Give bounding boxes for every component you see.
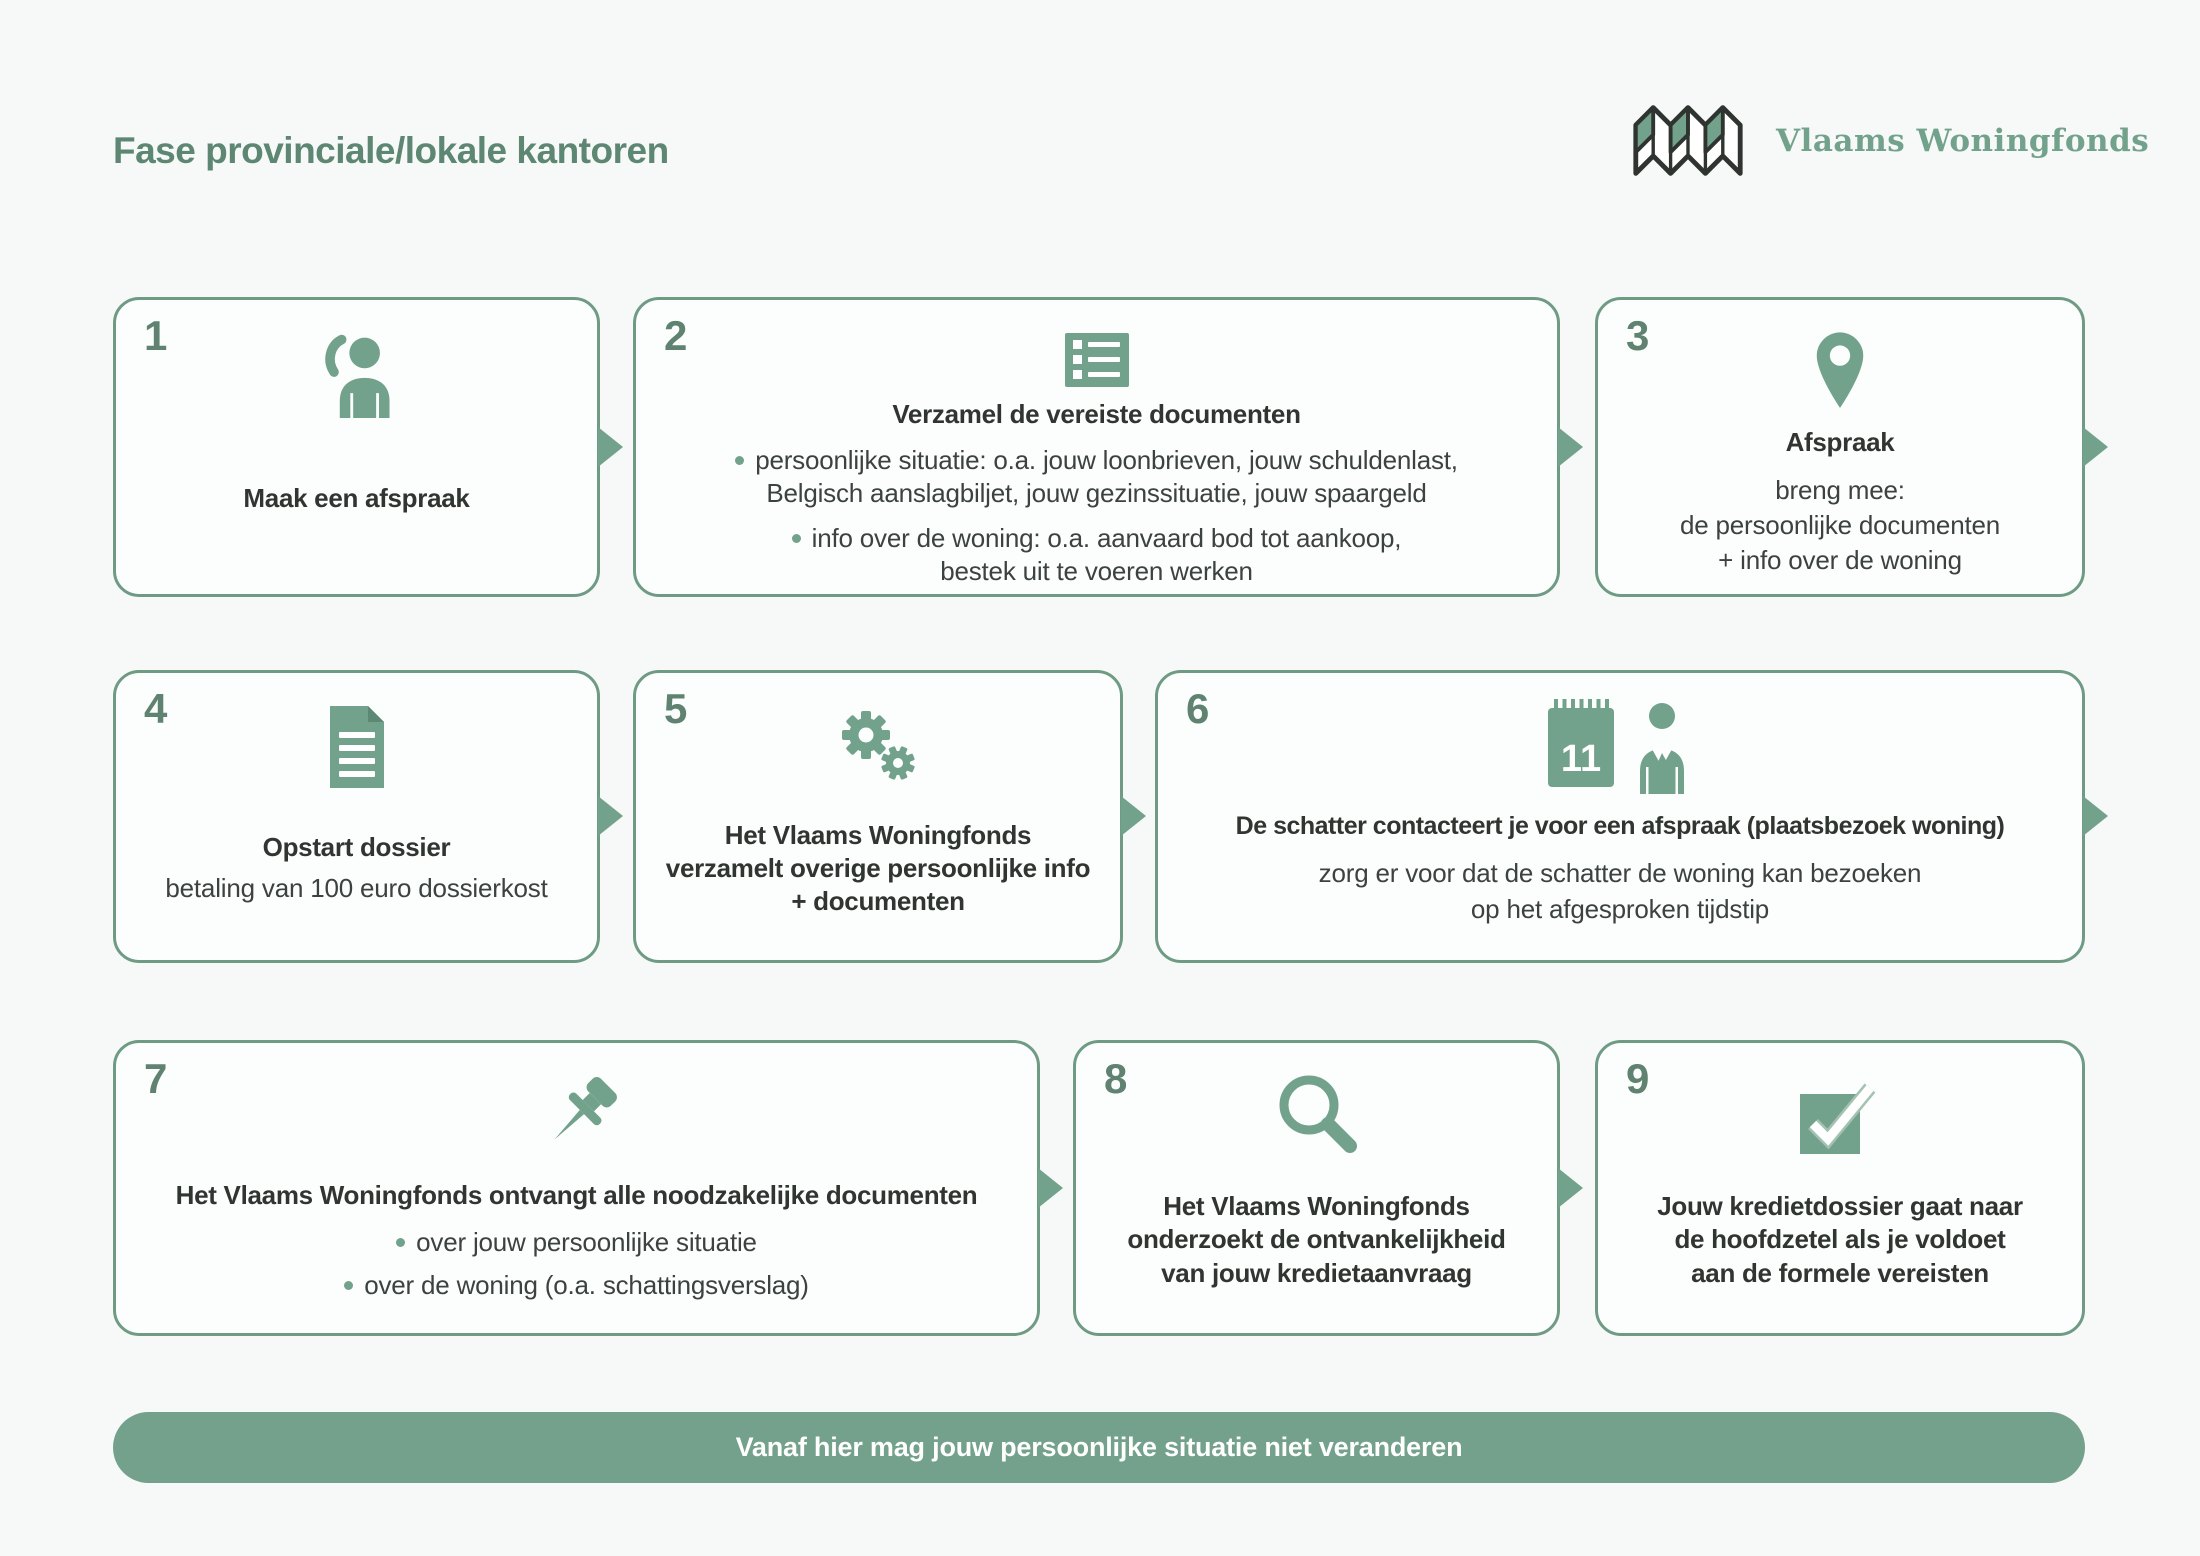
checkbox-icon	[1794, 1076, 1886, 1158]
step-title: De schatter contacteert je voor een afspraak (plaatsbezoek woning)	[1235, 812, 2005, 841]
bullet-item	[735, 523, 1458, 589]
vwf-logo-mark-icon	[1630, 96, 1746, 185]
flow-arrow	[1038, 1168, 1063, 1208]
flow-arrow	[1558, 427, 1583, 467]
step-text: de persoonlijke documenten	[1679, 510, 2001, 541]
step-box-7	[113, 1040, 1040, 1336]
step-title: van jouw kredietaanvraag	[1161, 1257, 1472, 1288]
location-pin-icon	[1809, 330, 1871, 418]
step-title: onderzoekt de ontvankelijkheid	[1127, 1224, 1506, 1255]
bullet-text-line2: bestek uit te voeren werken	[940, 556, 1253, 587]
bullet-text-line2: Belgisch aanslagbiljet, jouw gezinssituatie, jouw spaargeld	[766, 478, 1427, 509]
bottom-banner	[113, 1412, 2085, 1483]
bullet-text: persoonlijke situatie: o.a. jouw loonbrieven, jouw schuldenlast,	[755, 445, 1458, 476]
step-title: Het Vlaams Woningfonds	[1163, 1191, 1470, 1222]
bullet-dot-icon	[344, 1281, 353, 1290]
step-box-1	[113, 297, 600, 597]
step-text: zorg er voor dat de schatter de woning kan bezoeken	[1318, 858, 1922, 889]
bullet-dot-icon	[735, 456, 744, 465]
step-number: 7	[144, 1055, 168, 1102]
step-title: + documenten	[791, 886, 965, 917]
step-title: Jouw kredietdossier gaat naar	[1657, 1191, 2023, 1222]
calendar-day-label: 11	[1560, 738, 1602, 780]
magnifier-icon	[1271, 1071, 1363, 1163]
bullet-text: over jouw persoonlijke situatie	[416, 1226, 757, 1257]
flow-arrow	[1121, 796, 1146, 836]
page-title: Fase provinciale/lokale kantoren	[113, 130, 669, 171]
step-title: Verzamel de vereiste documenten	[892, 399, 1301, 429]
step-title: Het Vlaams Woningfonds	[724, 819, 1032, 850]
step-text: + info over de woning	[1718, 545, 1962, 576]
calendar-person-icon	[1540, 699, 1700, 795]
step-number: 5	[664, 685, 688, 732]
gears-icon	[830, 705, 926, 789]
step-number: 9	[1626, 1055, 1650, 1102]
step-box-3	[1595, 297, 2085, 597]
flow-arrow	[598, 796, 623, 836]
bullet-dot-icon	[792, 534, 801, 543]
checklist-icon	[1063, 331, 1131, 389]
bullet-list	[735, 445, 1458, 589]
step-title: de hoofdzetel als je voldoet	[1674, 1224, 2006, 1255]
step-text: breng mee:	[1775, 475, 1905, 506]
step-box-6	[1155, 670, 2085, 963]
step-number: 3	[1626, 312, 1650, 359]
pushpin-icon	[525, 1065, 629, 1169]
document-icon	[326, 704, 388, 790]
step-number: 6	[1186, 685, 1210, 732]
step-title: Maak een afspraak	[243, 483, 470, 514]
flow-arrow	[2083, 427, 2108, 467]
vlaams-woningfonds-logo	[1630, 96, 2149, 185]
step-title: aan de formele vereisten	[1691, 1257, 1989, 1288]
flow-arrow	[598, 427, 623, 467]
bullet-text: over de woning (o.a. schattingsverslag)	[364, 1269, 809, 1300]
bullet-item	[344, 1270, 809, 1301]
step-number: 4	[144, 685, 168, 732]
step-number: 2	[664, 312, 688, 359]
phone-person-icon	[307, 330, 407, 418]
step-text: betaling van 100 euro dossierkost	[165, 872, 548, 903]
step-title: Opstart dossier	[262, 832, 451, 863]
bullet-list	[344, 1227, 809, 1301]
step-box-9	[1595, 1040, 2085, 1336]
step-title: Afspraak	[1785, 427, 1895, 457]
bullet-item	[735, 445, 1458, 511]
logo-wordmark: Vlaams Woningfonds	[1776, 122, 2150, 159]
step-title: Het Vlaams Woningfonds ontvangt alle noodzakelijke documenten	[175, 1180, 978, 1211]
step-number: 1	[144, 312, 168, 359]
step-box-8	[1073, 1040, 1560, 1336]
bullet-dot-icon	[396, 1238, 405, 1247]
banner-text: Vanaf hier mag jouw persoonlijke situatie niet veranderen	[735, 1432, 1463, 1462]
step-box-4	[113, 670, 600, 963]
step-box-2	[633, 297, 1560, 597]
step-title: verzamelt overige persoonlijke info	[665, 852, 1091, 883]
step-number: 8	[1104, 1055, 1128, 1102]
step-box-5	[633, 670, 1123, 963]
bullet-item	[344, 1227, 809, 1258]
flow-arrow	[2083, 796, 2108, 836]
step-text: op het afgesproken tijdstip	[1470, 893, 1770, 924]
bullet-text: info over de woning: o.a. aanvaard bod tot aankoop,	[811, 523, 1402, 554]
flow-arrow	[1558, 1168, 1583, 1208]
